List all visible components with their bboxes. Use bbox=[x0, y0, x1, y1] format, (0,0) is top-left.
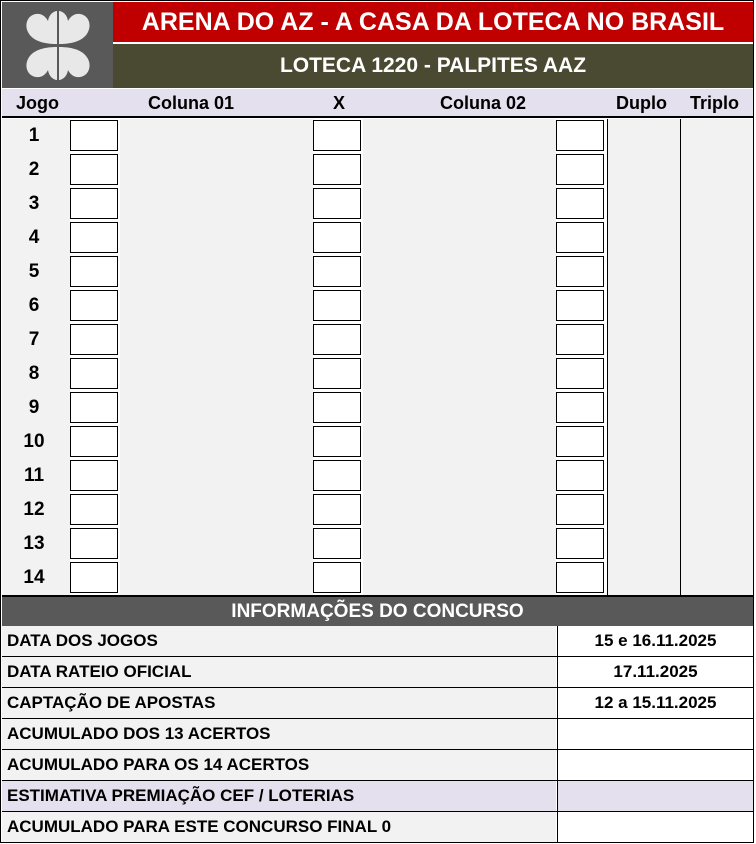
col-header-coluna-01: Coluna 01 bbox=[148, 93, 235, 113]
team-cell-home bbox=[120, 561, 313, 595]
pick-box-x[interactable] bbox=[313, 392, 361, 423]
team-cell-away bbox=[363, 493, 556, 527]
game-number: 8 bbox=[2, 357, 70, 391]
pick-box-coluna-02[interactable] bbox=[556, 324, 604, 355]
pick-box-coluna-02[interactable] bbox=[556, 358, 604, 389]
info-value bbox=[557, 719, 753, 749]
table-row bbox=[2, 527, 753, 561]
team-cell-home bbox=[120, 493, 313, 527]
team-cell-home bbox=[120, 187, 313, 221]
col-header-jogo: Jogo bbox=[16, 93, 59, 113]
team-cell-home bbox=[120, 323, 313, 357]
pick-box-coluna-01[interactable] bbox=[70, 358, 118, 389]
info-value bbox=[557, 812, 753, 842]
table-row bbox=[2, 289, 753, 323]
pick-box-coluna-02[interactable] bbox=[556, 528, 604, 559]
team-cell-away bbox=[363, 119, 556, 153]
pick-box-coluna-01[interactable] bbox=[70, 188, 118, 219]
pick-box-x[interactable] bbox=[313, 188, 361, 219]
pick-box-coluna-01[interactable] bbox=[70, 494, 118, 525]
pick-box-coluna-02[interactable] bbox=[556, 460, 604, 491]
pick-box-coluna-01[interactable] bbox=[70, 392, 118, 423]
info-row bbox=[2, 657, 753, 688]
team-cell-away bbox=[363, 255, 556, 289]
table-row bbox=[2, 255, 753, 289]
pick-box-coluna-01[interactable] bbox=[70, 222, 118, 253]
col-header-coluna-02: Coluna 02 bbox=[440, 93, 527, 113]
table-row bbox=[2, 187, 753, 221]
team-cell-away bbox=[363, 187, 556, 221]
team-cell-home bbox=[120, 391, 313, 425]
team-cell-home bbox=[120, 289, 313, 323]
divider-duplo bbox=[607, 119, 608, 595]
team-cell-away bbox=[363, 391, 556, 425]
pick-box-coluna-01[interactable] bbox=[70, 324, 118, 355]
pick-box-coluna-02[interactable] bbox=[556, 290, 604, 321]
table-row bbox=[2, 425, 753, 459]
col-header-triplo: Triplo bbox=[690, 93, 739, 113]
table-row bbox=[2, 561, 753, 595]
pick-box-coluna-01[interactable] bbox=[70, 426, 118, 457]
pick-box-coluna-01[interactable] bbox=[70, 460, 118, 491]
page-subtitle: LOTECA 1220 - PALPITES AAZ bbox=[113, 44, 753, 88]
info-value: 15 e 16.11.2025 bbox=[557, 626, 753, 656]
info-value: 12 a 15.11.2025 bbox=[557, 688, 753, 718]
game-number: 2 bbox=[2, 153, 70, 187]
info-row bbox=[2, 812, 753, 843]
team-cell-home bbox=[120, 425, 313, 459]
team-cell-away bbox=[363, 357, 556, 391]
team-cell-away bbox=[363, 527, 556, 561]
info-row bbox=[2, 719, 753, 750]
pick-box-x[interactable] bbox=[313, 324, 361, 355]
team-cell-away bbox=[363, 153, 556, 187]
table-row bbox=[2, 357, 753, 391]
game-number: 6 bbox=[2, 289, 70, 323]
game-number: 13 bbox=[2, 527, 70, 561]
team-cell-away bbox=[363, 425, 556, 459]
pick-box-coluna-01[interactable] bbox=[70, 120, 118, 151]
pick-box-coluna-02[interactable] bbox=[556, 188, 604, 219]
game-number: 12 bbox=[2, 493, 70, 527]
info-label: ACUMULADO PARA ESTE CONCURSO FINAL 0 bbox=[2, 812, 556, 842]
info-row bbox=[2, 688, 753, 719]
pick-box-coluna-01[interactable] bbox=[70, 562, 118, 593]
table-row bbox=[2, 493, 753, 527]
logo bbox=[2, 2, 113, 88]
info-row bbox=[2, 626, 753, 657]
pick-box-coluna-02[interactable] bbox=[556, 494, 604, 525]
pick-box-coluna-02[interactable] bbox=[556, 562, 604, 593]
team-cell-home bbox=[120, 255, 313, 289]
table-header bbox=[2, 89, 753, 118]
info-label: ESTIMATIVA PREMIAÇÃO CEF / LOTERIAS bbox=[2, 781, 556, 811]
game-number: 3 bbox=[2, 187, 70, 221]
pick-box-x[interactable] bbox=[313, 154, 361, 185]
info-value bbox=[557, 781, 753, 811]
team-cell-home bbox=[120, 119, 313, 153]
team-cell-away bbox=[363, 221, 556, 255]
pick-box-x[interactable] bbox=[313, 460, 361, 491]
team-cell-home bbox=[120, 357, 313, 391]
info-label: CAPTAÇÃO DE APOSTAS bbox=[2, 688, 556, 718]
team-cell-away bbox=[363, 561, 556, 595]
pick-box-coluna-01[interactable] bbox=[70, 256, 118, 287]
game-number: 1 bbox=[2, 119, 70, 153]
info-label: DATA DOS JOGOS bbox=[2, 626, 556, 656]
pick-box-x[interactable] bbox=[313, 562, 361, 593]
info-row bbox=[2, 750, 753, 781]
game-number: 14 bbox=[2, 561, 70, 595]
pick-box-coluna-02[interactable] bbox=[556, 154, 604, 185]
game-number: 7 bbox=[2, 323, 70, 357]
pick-box-coluna-02[interactable] bbox=[556, 426, 604, 457]
page-title: ARENA DO AZ - A CASA DA LOTECA NO BRASIL bbox=[113, 2, 753, 44]
pick-box-x[interactable] bbox=[313, 222, 361, 253]
col-header-duplo: Duplo bbox=[616, 93, 667, 113]
clover-icon bbox=[2, 2, 113, 88]
table-row bbox=[2, 153, 753, 187]
info-row bbox=[2, 781, 753, 812]
team-cell-home bbox=[120, 221, 313, 255]
pick-box-coluna-01[interactable] bbox=[70, 528, 118, 559]
info-label: DATA RATEIO OFICIAL bbox=[2, 657, 556, 687]
col-header-x: X bbox=[333, 93, 346, 113]
pick-box-x[interactable] bbox=[313, 528, 361, 559]
info-section-title: INFORMAÇÕES DO CONCURSO bbox=[2, 595, 753, 626]
pick-box-coluna-01[interactable] bbox=[70, 154, 118, 185]
info-value bbox=[557, 750, 753, 780]
info-label: ACUMULADO DOS 13 ACERTOS bbox=[2, 719, 556, 749]
pick-box-x[interactable] bbox=[313, 120, 361, 151]
info-value: 17.11.2025 bbox=[557, 657, 753, 687]
table-row bbox=[2, 221, 753, 255]
table-row bbox=[2, 459, 753, 493]
game-number: 10 bbox=[2, 425, 70, 459]
game-number: 4 bbox=[2, 221, 70, 255]
team-cell-away bbox=[363, 323, 556, 357]
info-table bbox=[2, 626, 753, 843]
pick-box-x[interactable] bbox=[313, 426, 361, 457]
game-number: 11 bbox=[2, 459, 70, 493]
pick-box-x[interactable] bbox=[313, 290, 361, 321]
team-cell-home bbox=[120, 459, 313, 493]
info-label: ACUMULADO PARA OS 14 ACERTOS bbox=[2, 750, 556, 780]
team-cell-home bbox=[120, 153, 313, 187]
pick-box-coluna-02[interactable] bbox=[556, 222, 604, 253]
pick-box-x[interactable] bbox=[313, 358, 361, 389]
table-row bbox=[2, 391, 753, 425]
games-table bbox=[2, 119, 753, 595]
pick-box-x[interactable] bbox=[313, 256, 361, 287]
table-row bbox=[2, 119, 753, 153]
pick-box-coluna-01[interactable] bbox=[70, 290, 118, 321]
game-number: 9 bbox=[2, 391, 70, 425]
table-row bbox=[2, 323, 753, 357]
pick-box-x[interactable] bbox=[313, 494, 361, 525]
pick-box-coluna-02[interactable] bbox=[556, 256, 604, 287]
pick-box-coluna-02[interactable] bbox=[556, 120, 604, 151]
team-cell-away bbox=[363, 289, 556, 323]
team-cell-home bbox=[120, 527, 313, 561]
divider-triplo bbox=[680, 119, 681, 595]
pick-box-coluna-02[interactable] bbox=[556, 392, 604, 423]
game-number: 5 bbox=[2, 255, 70, 289]
team-cell-away bbox=[363, 459, 556, 493]
